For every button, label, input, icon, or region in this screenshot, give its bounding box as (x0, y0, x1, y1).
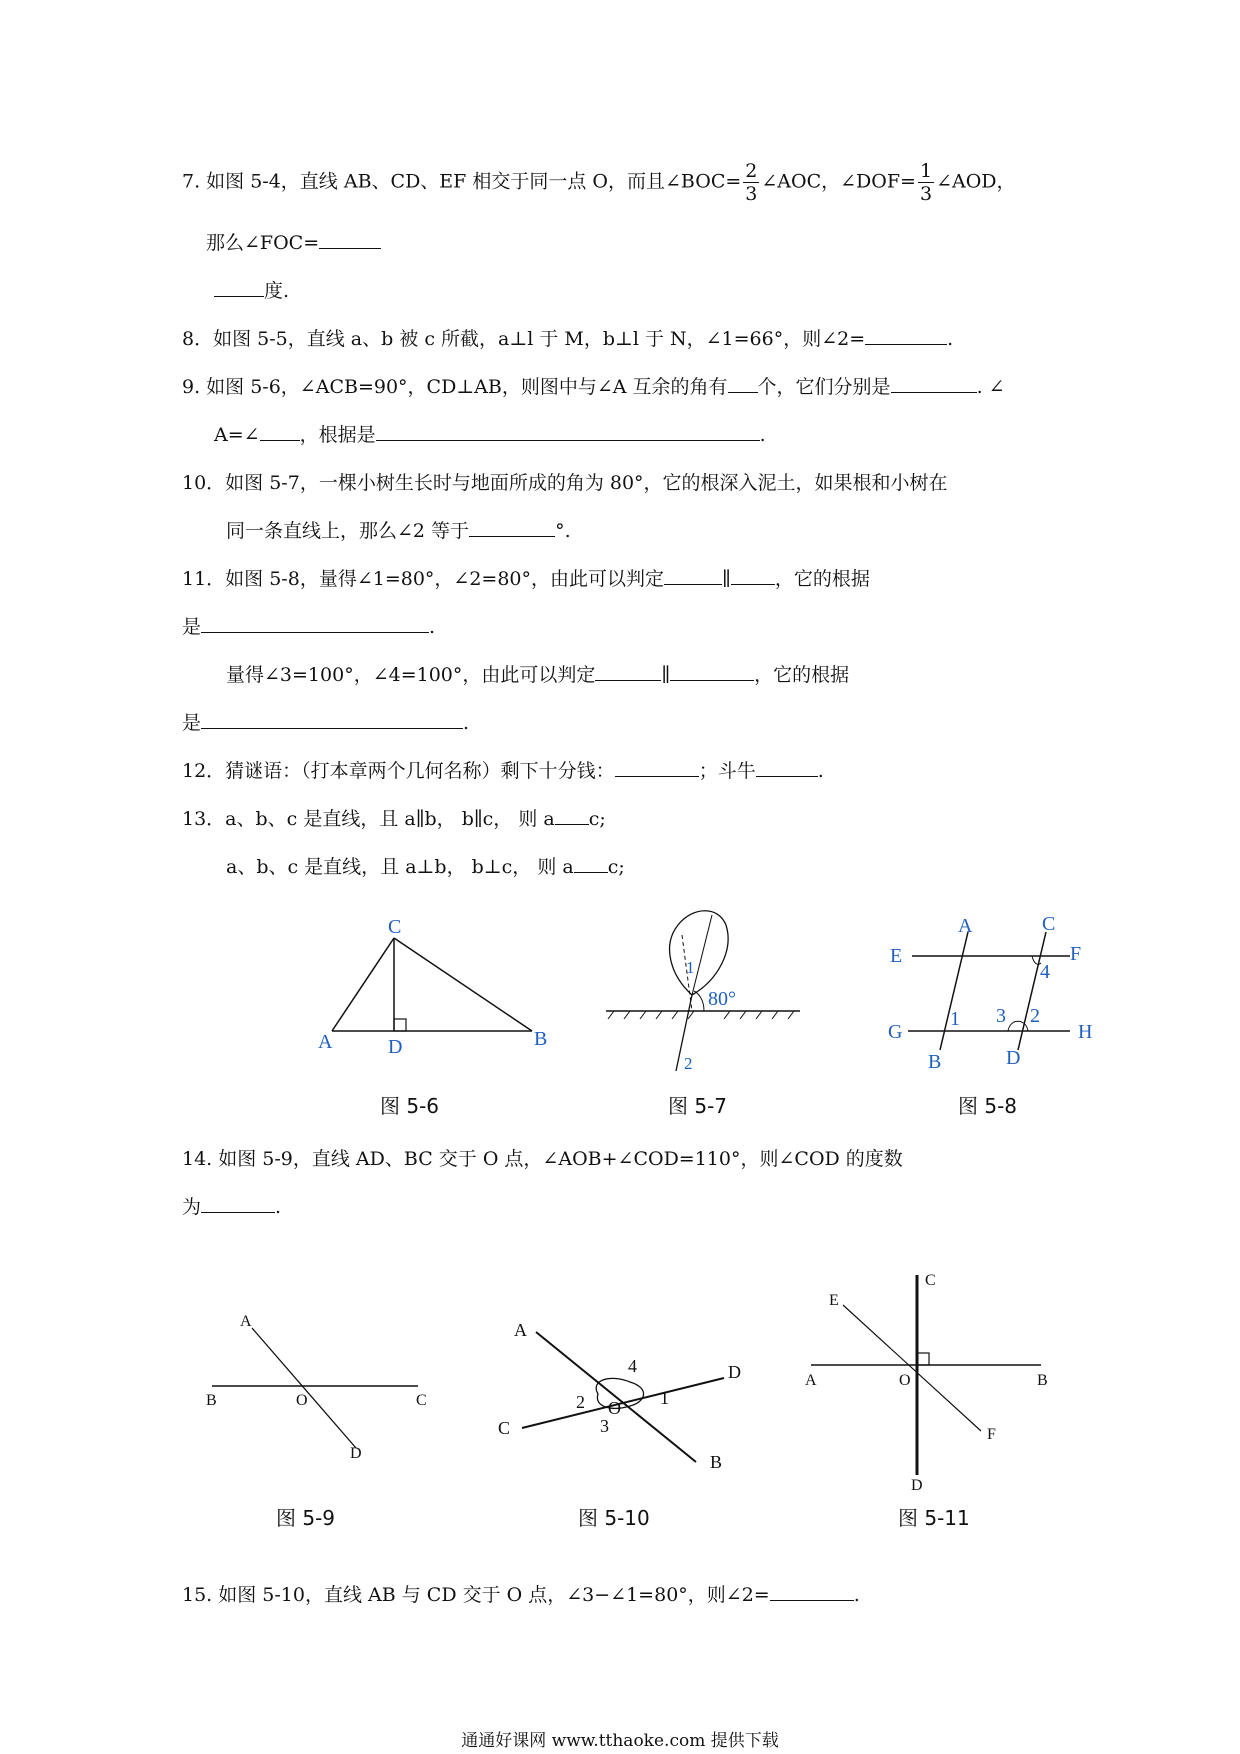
segment-ca (332, 938, 394, 1031)
label-g: G (888, 1021, 903, 1043)
q11-line2: 是 . (182, 616, 436, 638)
label-3: 3 (600, 1416, 609, 1436)
line-cd (1018, 932, 1046, 1050)
label-c: C (498, 1418, 511, 1438)
label-f: F (987, 1426, 996, 1443)
q15-blank[interactable] (770, 1582, 854, 1601)
q7-fraction-2: $\frac{1}{3}$ (919, 160, 933, 205)
label-a: A (240, 1313, 252, 1330)
q7-blank-b[interactable] (214, 278, 264, 297)
q7-fraction-1: $\frac{2}{3}$ (745, 160, 758, 205)
q11-blank-1[interactable] (664, 566, 722, 585)
label-o: O (608, 1398, 621, 1418)
line-ab (536, 1332, 696, 1462)
q9-blank-count[interactable] (728, 374, 758, 393)
q11-line1: 11．如图 5-8，量得∠1=80°，∠2=80°，由此可以判定 ∥ ，它的根据 (182, 568, 870, 590)
label-b: B (1037, 1372, 1048, 1389)
caption-5-10: 图 5-10 (578, 1506, 650, 1530)
q14-line2: 为 . (182, 1196, 282, 1218)
label-d: D (728, 1362, 741, 1382)
q7-line1 (182, 160, 1016, 205)
q9-blank-angle[interactable] (260, 422, 300, 441)
label-4: 4 (628, 1356, 637, 1376)
figure-5-8 (880, 900, 1100, 1080)
label-a: A (318, 1031, 333, 1053)
q9-line2: A=∠ ，根据是 . (214, 424, 766, 446)
label-a: A (805, 1372, 817, 1389)
label-c: C (388, 916, 402, 938)
q12-blank-1[interactable] (615, 758, 699, 777)
segment-cb (394, 938, 532, 1031)
caption-5-7: 图 5-7 (668, 1094, 728, 1118)
q12-blank-2[interactable] (756, 758, 818, 777)
label-3: 3 (996, 1005, 1006, 1027)
q10-line1: 10．如图 5-7，一棵小树生长时与地面所成的角为 80°，它的根深入泥土，如果根和小树在 (182, 472, 948, 494)
q8-line: 8．如图 5-5，直线 a、b 被 c 所截，a⊥l 于 M，b⊥l 于 N，∠1=66°，则∠2= . (182, 328, 954, 350)
line-cd (522, 1378, 724, 1428)
q9-blank-reason[interactable] (376, 422, 760, 441)
q13-blank-1[interactable] (555, 806, 589, 825)
label-4: 4 (1040, 961, 1050, 983)
caption-5-8: 图 5-8 (958, 1094, 1018, 1118)
q7-text3: ∠AOD， (936, 170, 1016, 193)
q13-blank-2[interactable] (574, 854, 608, 873)
q11-blank-3[interactable] (595, 662, 661, 681)
ground-hatching (608, 1011, 794, 1019)
figure-5-6 (300, 900, 560, 1080)
label-2: 2 (576, 1392, 585, 1412)
label-b: B (206, 1392, 217, 1409)
q13-line2: a、b、c 是直线，且 a⊥b， b⊥c， 则 a c; (226, 856, 625, 878)
label-1: 1 (950, 1008, 960, 1030)
figure-5-11 (805, 1265, 1055, 1494)
leaf-shape (670, 911, 728, 995)
q8-blank[interactable] (865, 326, 947, 345)
q11-blank-reason-1[interactable] (201, 614, 429, 633)
line-ef (843, 1305, 981, 1431)
label-o: O (899, 1372, 911, 1389)
figure-5-9 (200, 1300, 440, 1480)
leaf-vein (692, 915, 712, 995)
label-d: D (388, 1036, 403, 1058)
q13-line1: 13．a、b、c 是直线，且 a∥b， b∥c， 则 a c; (182, 808, 606, 830)
q11-blank-4[interactable] (670, 662, 754, 681)
label-d: D (911, 1477, 923, 1494)
label-2: 2 (684, 1054, 693, 1073)
q14-line1: 14. 如图 5-9，直线 AD、BC 交于 O 点，∠AOB+∠COD=110°，则∠COD 的度数 (182, 1148, 903, 1170)
q7-blank-a[interactable] (319, 230, 381, 249)
q7-text1: 7. 如图 5-4，直线 AB、CD、EF 相交于同一点 O，而且∠BOC= (182, 170, 742, 193)
right-angle-mark (394, 1019, 406, 1031)
label-e: E (829, 1292, 839, 1309)
q7-line2: 那么∠FOC= (206, 230, 381, 256)
label-a: A (958, 915, 973, 937)
line-ab (940, 932, 968, 1050)
label-80-deg: 80° (708, 988, 736, 1010)
label-c: C (1042, 913, 1056, 935)
q11-blank-2[interactable] (731, 566, 775, 585)
q7-text2: ∠AOC，∠DOF= (761, 170, 916, 193)
angle-arc (694, 991, 704, 1011)
q14-blank[interactable] (201, 1194, 275, 1213)
q9-blank-angles[interactable] (891, 374, 977, 393)
label-h: H (1078, 1021, 1093, 1043)
label-2: 2 (1030, 1005, 1040, 1027)
figure-5-7 (600, 895, 810, 1085)
q11-line3: 量得∠3=100°，∠4=100°，由此可以判定 ∥ ，它的根据 (226, 664, 850, 686)
label-a: A (514, 1320, 527, 1340)
q11-line4: 是 . (182, 712, 470, 734)
label-c: C (925, 1272, 936, 1289)
label-d: D (1006, 1047, 1021, 1069)
label-b: B (534, 1028, 548, 1050)
label-o: O (296, 1392, 308, 1409)
page-footer: 通通好课网 www.tthaoke.com 提供下载 (461, 1731, 779, 1751)
caption-5-9: 图 5-9 (276, 1506, 336, 1530)
right-angle-mark (917, 1353, 929, 1365)
q15-line: 15. 如图 5-10，直线 AB 与 CD 交于 O 点，∠3−∠1=80°，则∠2= . (182, 1584, 860, 1606)
q7-line3: 度. (214, 278, 289, 304)
label-c: C (416, 1392, 427, 1409)
q9-line1: 9. 如图 5-6，∠ACB=90°，CD⊥AB，则图中与∠A 互余的角有 个，它们分别是 . ∠ (182, 376, 1005, 398)
label-e: E (890, 945, 903, 967)
q11-blank-reason-2[interactable] (201, 710, 463, 729)
label-b: B (928, 1051, 942, 1073)
label-d: D (350, 1445, 362, 1462)
q12-line: 12．猜谜语：（打本章两个几何名称）剩下十分钱： ；斗牛 . (182, 760, 824, 782)
label-b: B (710, 1452, 723, 1472)
line-ad (252, 1328, 356, 1448)
caption-5-11: 图 5-11 (898, 1506, 970, 1530)
label-1: 1 (660, 1388, 669, 1408)
q10-line2: 同一条直线上，那么∠2 等于 °. (226, 520, 571, 542)
figure-5-10 (490, 1300, 770, 1480)
label-1: 1 (686, 958, 695, 977)
q10-blank[interactable] (469, 518, 555, 537)
label-f: F (1070, 943, 1082, 965)
caption-5-6: 图 5-6 (380, 1094, 440, 1118)
